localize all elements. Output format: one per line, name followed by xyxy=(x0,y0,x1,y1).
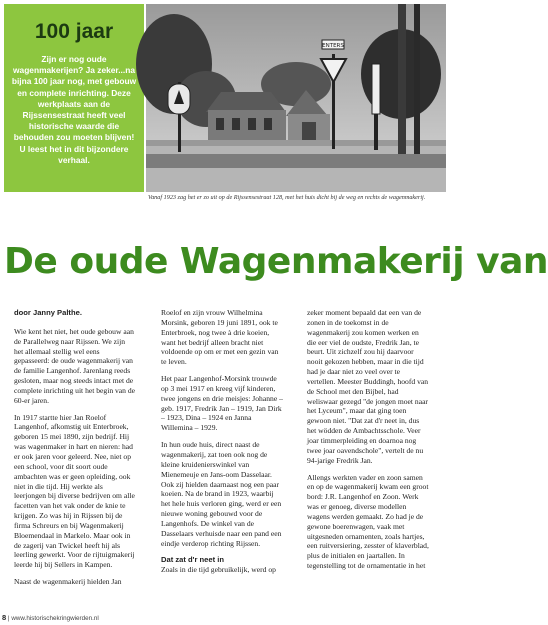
paragraph: Naast de wagenmakerij hielden Jan xyxy=(14,577,122,587)
page-number: 8 xyxy=(2,613,7,622)
paragraph: In hun oude huis, direct naast de wagenmakerij, zat toen ook nog de kleine kruidenierswinkel van Mienemeuje en Jans-oom Dasselaar. Ook zij hielden daarnaast nog een paar koeien. Na de brand in 1923, waarbij het hele huis verloren ging, werd er een nieuwe woning gebouwd voor de Langenhofs. De winkel van de Dasselaars verhuisde naar een pand een eindje verderop richting Rijssen. xyxy=(161,440,282,548)
intro-title: 100 jaar xyxy=(34,20,114,43)
text-column-2 xyxy=(161,308,283,608)
footer-divider: | xyxy=(7,615,12,622)
paragraph: Roelof en zijn vrouw Wilhelmina Morsink, geboren 19 juni 1891, ook te Enterbroek, nog twee à drie koeien, want het bedrijf alleen bracht niet voldoende op om er met een gezin van te leven. xyxy=(161,308,279,367)
street-photo-drawing xyxy=(146,4,446,192)
paragraph: zeker moment bepaald dat een van de zonen in de toekomst in de wagenmakerij zou komen werken en die eer viel de oudste, Fredrik Jan, te beurt. Uit zichzelf zou hij daarvoor nooit gekozen hebben, maar in die tijd had je daar niet zo veel over te vertellen. Meester Buddingh, hoofd van de School met den Bijbel, had weliswaar gezegd "de jongen moet naar het Lyceum", maar dat ging toen gewoon niet. "Dat zat d'r neet in, dus het wödden de Ambachtsschole. Veer joar timmerpleiding en doarnoa nog twee joar oavendschole", vertelt de nu 94-jarige Fredrik Jan. xyxy=(307,308,429,465)
paragraph: Zoals in die tijd gebruikelijk, werd op xyxy=(161,565,276,575)
section-subhead: Dat zat d'r neet in xyxy=(161,555,224,565)
paragraph: In 1917 startte hier Jan Roelof Langenhof, afkomstig uit Enterbroek, geboren 15 mei 1890, zijn bedrijf. Hij was wagenmaker in hart en nieren: had er ook jaren voor geleerd. Nee, niet op een school, voor dit soort oude ambachten was er geen opleiding, ook niet in die tijd. Hij werkte als leerjongen bij diverse bedrijven om alle facetten van het vak onder de knie te krijgen. Zo was hij in Rijssen bij de firma Schreurs en bij Wagenmakerij Bloemendaal in Markelo. Maar ook in de zagerij van Twickel heeft hij als leerling gewerkt. Voor de rijtuigmakerij leerde hij bij Sellers in Kampen. xyxy=(14,412,135,570)
street-photo xyxy=(146,4,446,192)
footer-url[interactable]: www.historischekringwierden.nl xyxy=(11,615,99,622)
intro-text: Zijn er nog oude wagenmakerijen? Ja zeker...na bijna 100 jaar nog, met gebouw en complete inrichting. Deze werkplaats aan de Rijssensestraat heeft veel historische waarde die behouden zou moeten blijven! U leest het in dit bijzondere verhaal. xyxy=(11,54,137,165)
article-headline: De oude Wagenmakerij van xyxy=(4,241,548,282)
photo-caption: Vanaf 1923 zag het er zo uit op de Rijssensestraat 128, met het huis dicht bij de weg en rechts de wagenmakerij. xyxy=(148,194,426,201)
text-column-3 xyxy=(307,308,429,608)
text-column-1 xyxy=(14,308,136,608)
intro-box xyxy=(4,4,144,192)
byline: door Janny Palthe. xyxy=(14,308,82,317)
paragraph: Wie kent het niet, het oude gebouw aan de Parallelweg naar Rijssen. We zijn het allemaal stellig wel eens gepasseerd: de oude wagenmakerij van de familie Langenhof. Jarenlang reeds gesloten, maar nog steeds intact met de complete inrichting uit het begin van de 60-er jaren. xyxy=(14,326,136,405)
page-footer xyxy=(2,613,442,622)
paragraph: Het paar Langenhof-Morsink trouwde op 3 mei 1917 en kreeg vijf kinderen, twee jongens en drie meisjes: Johanne – geb. 1917, Fredrik Jan – 1919, Jan Dirk – 1923, Dina – 1924 en Janna Willemina – 1929. xyxy=(161,374,283,433)
paragraph: Allengs werkten vader en zoon samen en op de wagenmakerij kwam een groot bord: J.R. Langenhof en Zoon. Werk was er genoeg, diverse modellen wagens werden gemaakt. Zo had je de gewone boerenwagen, vaak met uitgesneden ornamenten, zoals hartjes, een ruitversiering, zesster of klaverblad, plus de initialen en jaartallen. In tegenstelling tot de ornamentatie in het xyxy=(307,472,429,571)
street-sign-text: ENTERS xyxy=(322,43,344,49)
